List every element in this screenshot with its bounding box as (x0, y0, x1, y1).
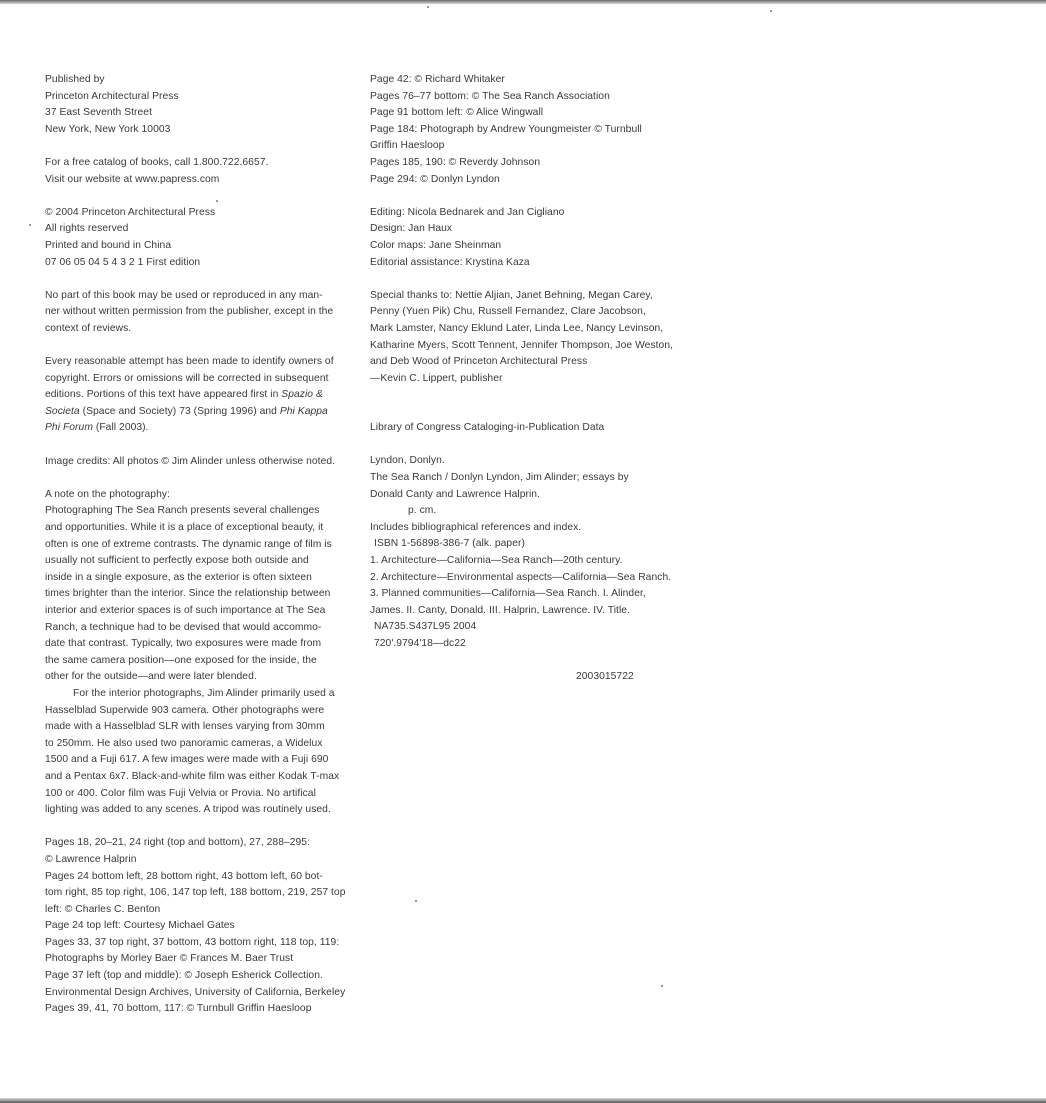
photo-note-line: For the interior photographs, Jim Alinder primarily used a (73, 687, 335, 699)
staff-line: Color maps: Jane Sheinman (370, 239, 502, 251)
catalog-block (45, 155, 350, 188)
cip-subject: 1. Architecture—California—Sea Ranch—20th century. (370, 555, 623, 567)
rights-line: context of reviews. (45, 322, 132, 334)
thanks-line: Katharine Myers, Scott Tennent, Jennifer Thompson, Joe Weston, (370, 339, 674, 351)
page-bottom-edge (0, 1098, 1046, 1103)
scan-speck (427, 6, 429, 8)
thanks-line: Penny (Yuen Pik) Chu, Russell Fernandez, Clare Jacobson, (370, 306, 646, 318)
photo-note-line: interior and exterior spaces is of such importance at The Sea (45, 605, 326, 616)
thanks-line: —Kevin C. Lippert, publisher (370, 372, 503, 384)
cip-title-line: The Sea Ranch / Donlyn Lyndon, Jim Alinder; essays by (370, 472, 629, 484)
page-credit-line: Photographs by Morley Baer © Frances M. Baer Trust (45, 953, 294, 965)
attempt-text: (Fall 2003). (92, 422, 149, 434)
thanks-line: Special thanks to: Nettie Aljian, Janet Behning, Megan Carey, (370, 289, 653, 301)
photo-note-line: Ranch, a technique had to be devised that would accommo- (45, 621, 322, 633)
italic-title: Societa (45, 405, 80, 417)
cip-author: Lyndon, Donlyn. (370, 455, 445, 467)
attempt-line: copyright. Errors or omissions will be corrected in subsequent (45, 372, 329, 384)
scan-speck (216, 200, 218, 202)
scan-speck (29, 224, 31, 226)
photo-note-line: usually not sufficient to perfectly expose both outside and (45, 555, 309, 567)
photo-note-line: 1500 and a Fuji 617. A few images were made with a Fuji 690 (45, 754, 329, 766)
thanks-block (370, 288, 674, 388)
attempt-line (45, 387, 350, 404)
publisher-line: Published by (45, 74, 105, 85)
photo-note-line: to 250mm. He also used two panoramic cameras, a Widelux (45, 737, 323, 749)
left-column (45, 72, 350, 1018)
staff-line: Design: Jan Haux (370, 223, 453, 235)
page-credit-line: Page 42: © Richard Whitaker (370, 74, 505, 85)
cip-includes: Includes bibliographical references and index. (370, 521, 582, 533)
page-credit-line: Page 37 left (top and middle): © Joseph Esherick Collection. (45, 970, 323, 982)
photo-note-line: Hasselblad Superwide 903 camera. Other photographs were (45, 704, 325, 716)
page-credit-line: Page 294: © Donlyn Lyndon (370, 173, 500, 185)
attempt-text: (Space and Society) 73 (Spring 1996) and (79, 405, 280, 417)
page-credit-line: Page 184: Photograph by Andrew Youngmeister © Turnbull (370, 123, 642, 135)
page-credit-line: © Lawrence Halprin (45, 853, 137, 865)
page-credit-line: Pages 24 bottom left, 28 bottom right, 43 bottom left, 60 bot- (45, 870, 323, 882)
image-credits-block (45, 454, 350, 471)
page-credits-left-block (45, 835, 350, 1018)
photo-note-line: the same camera position—one exposed for the inside, the (45, 654, 317, 666)
page-credit-line: Pages 185, 190: © Reverdy Johnson (370, 156, 541, 168)
staff-block (370, 205, 670, 271)
thanks-line: and Deb Wood of Princeton Architectural Press (370, 356, 588, 368)
photo-note-line: made with a Hasselblad SLR with lenses varying from 30mm (45, 721, 325, 733)
page-credit-line: Environmental Design Archives, University of California, Berkeley (45, 986, 346, 998)
page-credit-line: Griffin Haesloop (370, 140, 445, 152)
cip-title-line: Donald Canty and Lawrence Halprin. (370, 488, 540, 500)
page-credit-line: Pages 18, 20–21, 24 right (top and bottom), 27, 288–295: (45, 837, 310, 849)
attempt-block (45, 354, 350, 437)
cip-subject: James. II. Canty, Donald. III. Halprin, Lawrence. IV. Title. (370, 604, 630, 616)
attempt-line: Every reasonable attempt has been made to identify owners of (45, 356, 334, 368)
scan-speck (415, 900, 417, 902)
publisher-line: New York, New York 10003 (45, 123, 171, 135)
cip-subject: 3. Planned communities—California—Sea Ranch. I. Alinder, (370, 588, 646, 600)
cip-dewey: 720'.9794'18—dc22 (374, 638, 466, 649)
copyright-line: Printed and bound in China (45, 239, 172, 251)
copyright-line: 07 06 05 04 5 4 3 2 1 First edition (45, 256, 201, 268)
cip-subject: 2. Architecture—Environmental aspects—California—Sea Ranch. (370, 571, 672, 583)
publisher-line: Princeton Architectural Press (45, 90, 179, 102)
image-credits-line: Image credits: All photos © Jim Alinder unless otherwise noted. (45, 455, 336, 467)
photo-note-line: and opportunities. While it is a place of exceptional beauty, it (45, 522, 324, 534)
italic-title: Phi Kappa (279, 405, 328, 417)
attempt-text: editions. Portions of this text have appeared first in (45, 389, 282, 401)
thanks-line: Mark Lamster, Nancy Eklund Later, Linda Lee, Nancy Levinson, (370, 322, 664, 334)
page-credit-line: Pages 39, 41, 70 bottom, 117: © Turnbull Griffin Haesloop (45, 1003, 312, 1015)
page-credit-line: Page 91 bottom left: © Alice Wingwall (370, 107, 544, 119)
page-credit-line: Page 24 top left: Courtesy Michael Gates (45, 920, 235, 932)
publisher-block (45, 72, 350, 138)
cip-lcc: NA735.S437L95 2004 (374, 621, 477, 633)
staff-line: Editorial assistance: Krystina Kaza (370, 256, 530, 268)
cip-block (370, 420, 670, 686)
photo-note-line: often is one of extreme contrasts. The dynamic range of film is (45, 538, 332, 550)
cip-isbn: ISBN 1-56898-386-7 (alk. paper) (374, 538, 525, 550)
page-credits-right-block (370, 72, 670, 188)
staff-line: Editing: Nicola Bednarek and Jan Cigliano (370, 206, 565, 218)
scan-speck (770, 10, 772, 12)
photo-note-line: inside in a single exposure, as the exterior is often sixteen (45, 571, 312, 583)
photo-note-line: A note on the photography: (45, 488, 170, 500)
page-credit-line: left: © Charles C. Benton (45, 903, 161, 915)
page-top-edge (0, 0, 1046, 4)
rights-line: ner without written permission from the publisher, except in the (45, 306, 334, 318)
photo-note-line: and a Pentax 6x7. Black-and-white film was either Kodak T-max (45, 770, 340, 782)
copyright-line: All rights reserved (45, 223, 129, 235)
rights-line: No part of this book may be used or reproduced in any man- (45, 289, 323, 301)
catalog-line: For a free catalog of books, call 1.800.722.6657. (45, 156, 269, 168)
page-credit-line: tom right, 85 top right, 106, 147 top left, 188 bottom, 219, 257 top (45, 887, 346, 899)
cip-lccn: 2003015722 (576, 671, 634, 683)
photo-note-line: times brighter than the interior. Since the relationship between (45, 588, 331, 600)
attempt-line (45, 420, 350, 437)
copyright-line: © 2004 Princeton Architectural Press (45, 206, 216, 218)
photo-note-line: other for the outside—and were later blended. (45, 671, 257, 683)
catalog-line: Visit our website at www.papress.com (45, 173, 220, 185)
page-credit-line: Pages 76–77 bottom: © The Sea Ranch Association (370, 90, 610, 102)
photo-note-line: 100 or 400. Color film was Fuji Velvia or Provia. No artifical (45, 787, 316, 799)
photo-note-line: date that contrast. Typically, two exposures were made from (45, 638, 322, 650)
rights-block (45, 288, 350, 338)
scan-speck (661, 985, 663, 987)
italic-title: Phi Forum (45, 422, 93, 434)
cip-heading: Library of Congress Cataloging-in-Publication Data (370, 422, 605, 434)
photo-note-block (45, 487, 350, 819)
copyright-block (45, 205, 350, 271)
cip-pcm: p. cm. (408, 505, 437, 517)
attempt-line (45, 404, 350, 421)
right-column (370, 72, 674, 686)
italic-title: Spazio & (281, 389, 323, 401)
photo-note-line: lighting was added to any scenes. A tripod was routinely used. (45, 804, 331, 816)
publisher-line: 37 East Seventh Street (45, 107, 152, 119)
page-credit-line: Pages 33, 37 top right, 37 bottom, 43 bottom right, 118 top, 119: (45, 936, 340, 948)
photo-note-line: Photographing The Sea Ranch presents several challenges (45, 505, 320, 517)
